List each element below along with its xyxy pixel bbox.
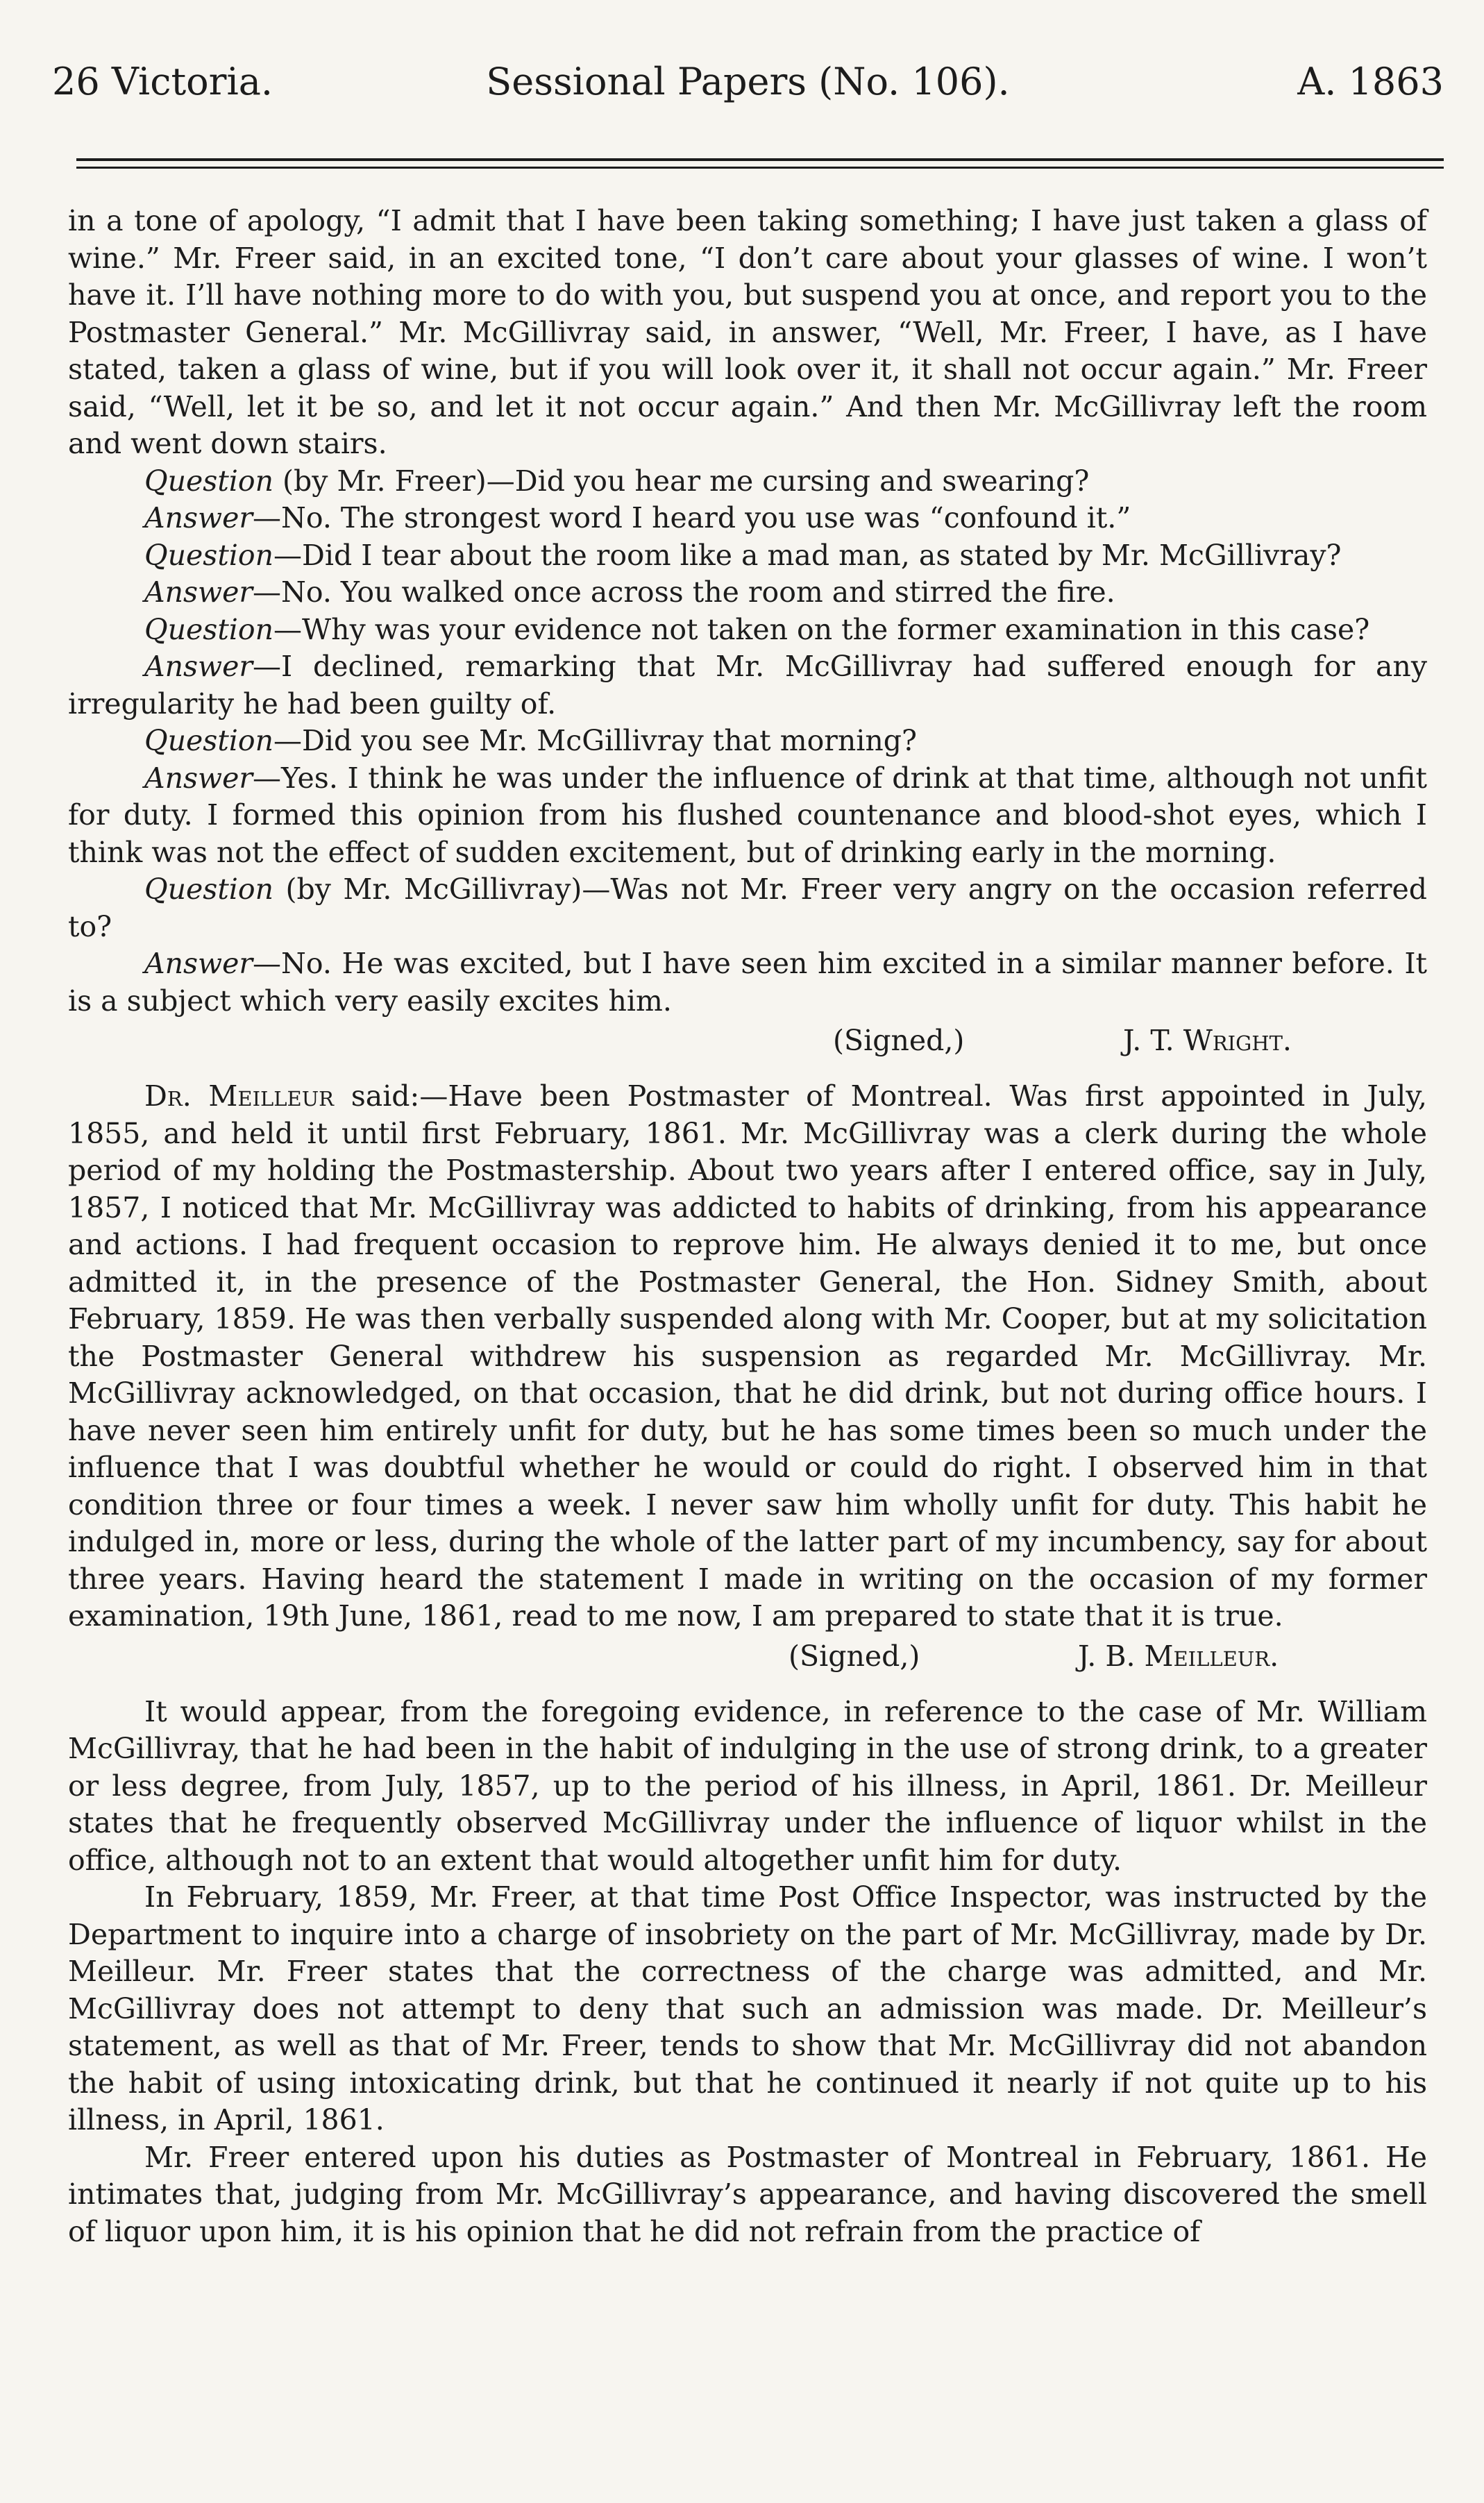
qa-item	[68, 871, 1427, 945]
statement-text: said:—Have been Postmaster of Montreal. Was first appointed in July, 1855, and held it until first February, 1861. Mr. McGillivray was a clerk during the whole period of my holding the Postmastership. About two years after I entered office, say in July, 1857, I noticed that Mr. McGillivray was addicted to habits of drinking, from his appearance and actions. I had frequent occasion to reprove him. He always denied it to me, but once admitted it, in the presence of the Postmaster General, the Hon. Sidney Smith, about February, 1859. He was then verbally suspended along with Mr. Cooper, but at my solicitation the Postmaster General withdrew his suspension as regarded Mr. McGillivray. Mr. McGillivray acknowledged, on that occasion, that he did drink, but not during office hours. I have never seen him entirely unfit for duty, but he has some times been so much under the influence that I was doubtful whether he would or could do right. I observed him in that condition three or four times a week. I never saw him wholly unfit for duty. This habit he indulged in, more or less, during the whole of the latter part of my incumbency, say for about three years. Having heard the statement I made in writing on the occasion of my former examination, 19th June, 1861, read to me now, I am prepared to state that it is true.	[68, 1079, 1428, 1633]
qa-item	[68, 574, 1427, 612]
qa-label: Answer	[144, 650, 253, 683]
header-rule-top	[76, 158, 1444, 161]
qa-text: —I declined, remarking that Mr. McGillivray had suffered enough for any irregularity he had been guilty of.	[68, 650, 1427, 720]
signature-meilleur	[68, 1635, 1427, 1684]
qa-text: (by Mr. Freer)—Did you hear me cursing and swearing?	[273, 464, 1090, 498]
header-session: 26 Victoria.	[52, 60, 273, 103]
qa-item	[68, 760, 1427, 872]
signed-label: (Signed,)	[833, 1024, 965, 1057]
qa-label: Question	[144, 612, 274, 646]
qa-item	[68, 463, 1427, 500]
qa-label: Question	[144, 873, 274, 906]
qa-label: Answer	[144, 761, 253, 795]
meilleur-statement	[68, 1078, 1427, 1635]
qa-label: Answer	[144, 501, 253, 534]
qa-text: —Did I tear about the room like a mad man, as stated by Mr. McGillivray?	[273, 538, 1342, 572]
running-header	[52, 54, 1444, 110]
qa-label: Question	[144, 724, 274, 757]
qa-label: Answer	[144, 947, 253, 980]
header-year: A. 1863	[1297, 60, 1444, 103]
qa-item	[68, 945, 1427, 1020]
qa-text: (by Mr. McGillivray)—Was not Mr. Freer very angry on the occasion referred to?	[68, 873, 1427, 943]
document-body	[68, 203, 1427, 2250]
summary-paragraph: Mr. Freer entered upon his duties as Postmaster of Montreal in February, 1861. He intimates that, judging from Mr. McGillivray’s appearance, and having discovered the smell of liquor upon him, it is his opinion that he did not refrain from the practice of	[68, 2140, 1427, 2248]
qa-text: —Why was your evidence not taken on the former examination in this case?	[273, 612, 1370, 646]
qa-item	[68, 537, 1427, 575]
qa-label: Question	[144, 538, 274, 572]
qa-label: Question	[144, 464, 274, 498]
qa-item	[68, 723, 1427, 760]
qa-item	[68, 648, 1427, 723]
qa-text: —No. He was excited, but I have seen him excited in a similar manner before. It is a subject which very easily excites him.	[68, 947, 1427, 1018]
qa-item	[68, 500, 1427, 537]
qa-text: —No. The strongest word I heard you use was “confound it.”	[253, 501, 1131, 534]
header-title: Sessional Papers (No. 106).	[486, 60, 1010, 103]
signatory-name: J. T. Wright.	[1123, 1024, 1292, 1057]
signatory-name: J. B. Meilleur.	[1078, 1639, 1279, 1673]
qa-label: Answer	[144, 575, 253, 609]
qa-text: —No. You walked once across the room and stirred the fire.	[253, 575, 1115, 609]
intro-paragraph: in a tone of apology, “I admit that I have been taking something; I have just taken a glass of wine.” Mr. Freer said, in an excited tone, “I don’t care about your glasses of wine. I won’t have it. I’ll have nothing more to do with you, but suspend you at once, and report you to the Postmaster General.” Mr. McGillivray said, in answer, “Well, Mr. Freer, I have, as I have stated, taken a glass of wine, but if you will look over it, it shall not occur again.” Mr. Freer said, “Well, let it be so, and let it not occur again.” And then Mr. McGillivray left the room and went down stairs.	[68, 204, 1427, 460]
speaker-name: Dr. Meilleur	[144, 1079, 335, 1113]
summary-paragraph: It would appear, from the foregoing evidence, in reference to the case of Mr. William McGillivray, that he had been in the habit of indulging in the use of strong drink, to a greater or less degree, from July, 1857, up to the period of his illness, in April, 1861. Dr. Meilleur states that he frequently observed McGillivray under the influence of liquor whilst in the office, although not to an extent that would altogether unfit him for duty.	[68, 1694, 1427, 1877]
signature-wright	[68, 1020, 1427, 1068]
qa-item	[68, 612, 1427, 649]
header-rule-bottom	[76, 167, 1444, 169]
summary-paragraph: In February, 1859, Mr. Freer, at that time Post Office Inspector, was instructed by the Department to inquire into a charge of insobriety on the part of Mr. McGillivray, made by Dr. Meilleur. Mr. Freer states that the correctness of the charge was admitted, and Mr. McGillivray does not attempt to deny that such an admission was made. Dr. Meilleur’s statement, as well as that of Mr. Freer, tends to show that Mr. McGillivray did not abandon the habit of using intoxicating drink, but that he continued it nearly if not quite up to his illness, in April, 1861.	[68, 1880, 1427, 2137]
signed-label: (Signed,)	[789, 1639, 920, 1673]
qa-text: —Did you see Mr. McGillivray that morning?	[273, 724, 917, 757]
qa-text: —Yes. I think he was under the influence of drink at that time, although not unfit for duty. I formed this opinion from his flushed countenance and blood-shot eyes, which I think was not the effect of sudden excitement, but of drinking early in the morning.	[68, 761, 1427, 869]
